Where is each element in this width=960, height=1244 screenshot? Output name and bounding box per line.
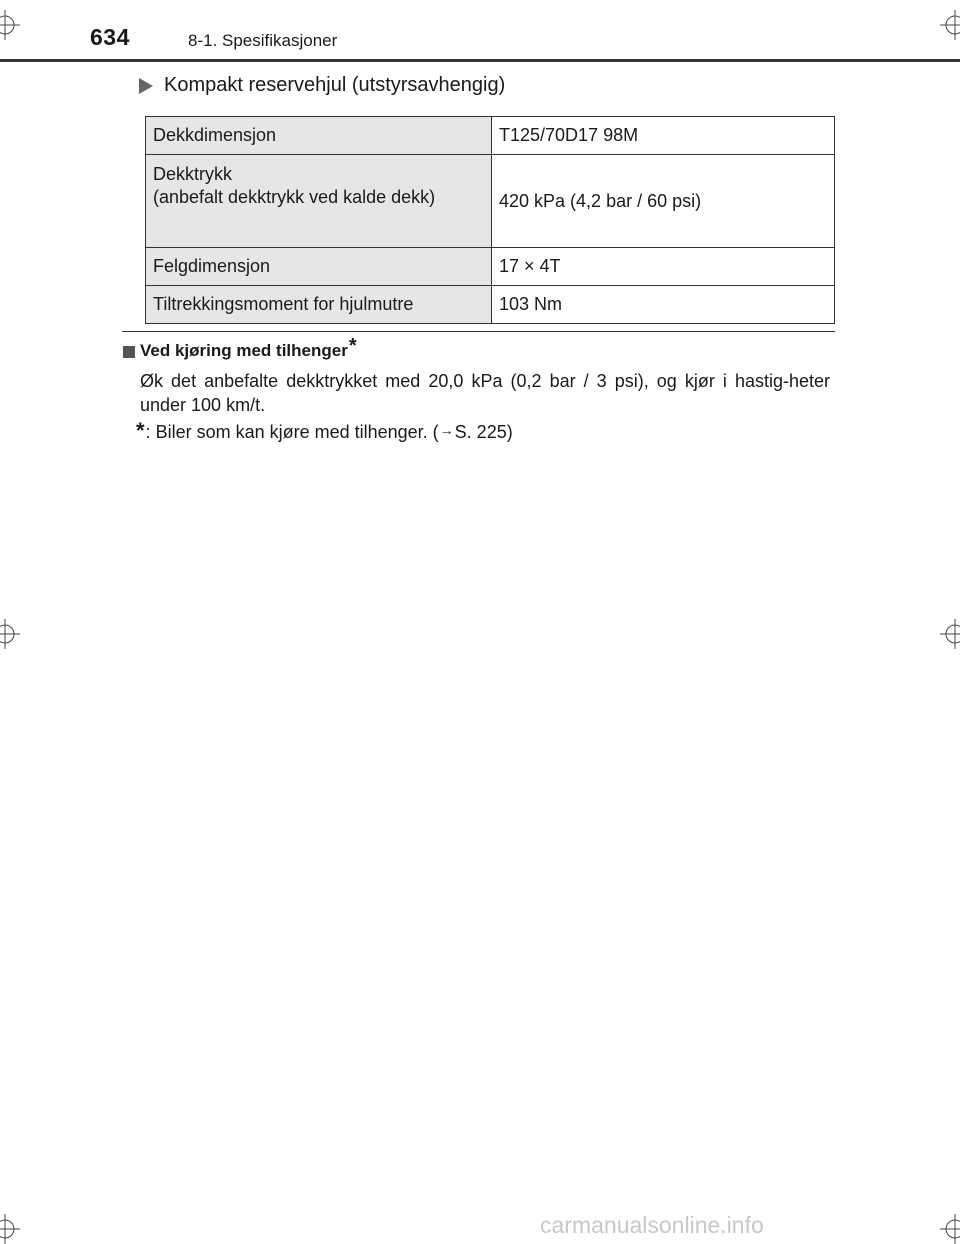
table-cell-label: Felgdimensjon — [146, 248, 492, 286]
chapter-title: 8-1. Spesifikasjoner — [188, 31, 338, 50]
crop-mark-bottom-left — [0, 1214, 30, 1244]
label-line: Dekktrykk — [153, 164, 233, 184]
header-rule — [0, 59, 960, 62]
section-heading — [138, 74, 505, 97]
table-cell-label — [146, 155, 492, 248]
watermark: carmanualsonline.info — [540, 1212, 764, 1238]
table-cell-value: 103 Nm — [492, 286, 835, 324]
table-row — [146, 248, 835, 286]
table-row — [146, 286, 835, 324]
table-cell-value: T125/70D17 98M — [492, 117, 835, 155]
crosshair-icon — [930, 619, 960, 649]
crosshair-icon — [0, 1214, 30, 1244]
page-header — [0, 0, 960, 62]
page-number: 634 — [90, 24, 130, 50]
table-cell-label: Tiltrekkingsmoment for hjulmutre — [146, 286, 492, 324]
square-icon — [123, 346, 135, 358]
spare-wheel-spec-table — [145, 116, 835, 324]
trailer-heading-text: Ved kjøring med tilhenger — [140, 341, 348, 360]
footnote-mark: * — [348, 335, 357, 357]
label-line: (anbefalt dekktrykk ved kalde dekk) — [153, 187, 436, 207]
trailer-heading — [123, 335, 357, 364]
section-heading-text: Kompakt reservehjul (utstyrsavhengig) — [164, 74, 506, 96]
table-cell-value: 17 × 4T — [492, 248, 835, 286]
table-row — [146, 155, 835, 248]
table-row — [146, 117, 835, 155]
trailer-body-text: Øk det anbefalte dekktrykket med 20,0 kPa (0,2 bar / 3 psi), og kjør i hastig-heter under 100 km/t. — [140, 371, 830, 415]
table-cell-label: Dekkdimensjon — [146, 117, 492, 155]
footnote — [136, 418, 513, 448]
crop-mark-mid-left — [0, 619, 30, 649]
footnote-mark: * — [136, 418, 145, 443]
crop-mark-mid-right — [930, 619, 960, 649]
section-divider — [122, 331, 835, 332]
arrow-right-icon: → — [439, 422, 454, 438]
table-cell-value: 420 kPa (4,2 bar / 60 psi) — [492, 155, 835, 248]
triangle-right-icon — [138, 77, 154, 95]
crosshair-icon — [930, 1214, 960, 1244]
footnote-page-ref[interactable]: S. 225) — [454, 422, 513, 442]
crop-mark-bottom-right — [930, 1214, 960, 1244]
footnote-text: : Biler som kan kjøre med tilhenger. ( — [145, 422, 439, 442]
crosshair-icon — [0, 619, 30, 649]
